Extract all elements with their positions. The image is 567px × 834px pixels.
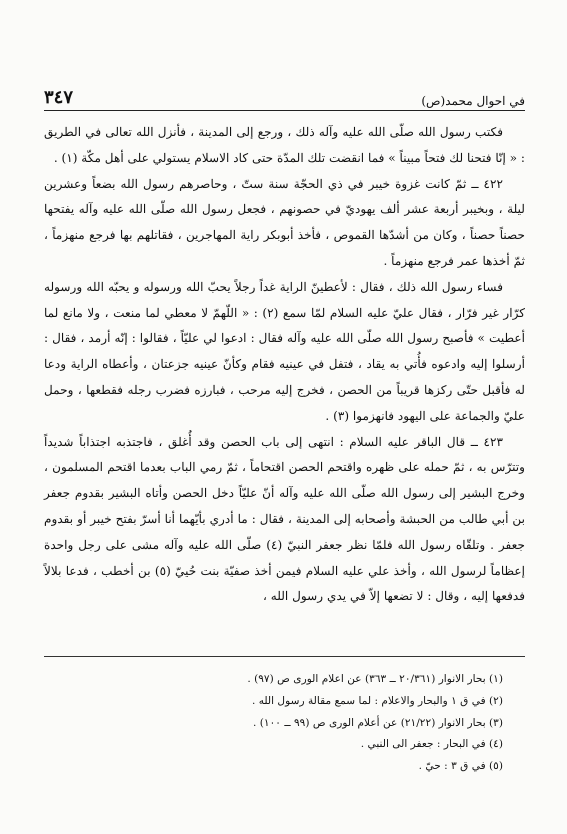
main-text xyxy=(44,120,525,610)
footnote-rule xyxy=(44,656,525,657)
footnote: (٥) في ق ٣ : حيّ . xyxy=(418,760,503,773)
paragraph: ٤٢٣ ــ قال الباقر عليه السلام : انتهى إلى باب الحصن وقد أُغلق ، فاجتذبه اجتذاباً شديداً وتترّس به ، ثمّ حمله على ظهره واقتحم الحصن اقتحاماً ، ثمّ رمي الباب بعدما اقتحم المسلمون ، وخرج البشير إلى رسول الله صلّى الله عليه وآله أنّ عليّاً دخل الحصن وأتاه البشير بقدوم جعفر بن أبي طالب من الحبشة وأصحابه إلى المدينة ، فقال : ما أدري بأيّهما أنا أسرّ بفتح خيبر أو بقدوم جعفر . وتلقّاه رسول الله فلمّا نظر جعفر النبيّ (٤) صلّى الله عليه وآله مشى على رجل واحدة إعظاماً لرسول الله ، وأخذ علي عليه السلام فيمن أخذ صفيّة بنت حُييّ (٥) بن أخطب ، فدعا بلالاً فدفعها إليه ، وقال : لا تضعها إلاّ في يدي رسول الله ، xyxy=(44,434,525,604)
footnotes xyxy=(44,669,525,778)
footnote: (٢) في ق ١ والبحار والاعلام : لما سمع مقالة رسول الله . xyxy=(251,694,503,707)
paragraph: فكتب رسول الله صلّى الله عليه وآله ذلك ، ورجع إلى المدينة ، فأنزل الله تعالى في الطريق : « إنّا فتحنا لك فتحاً مبيناً » فما انقضت تلك المدّة حتى كاد الاسلام يستولي على أهل مكّة (١) . xyxy=(44,125,525,165)
page-number: ٣٤٧ xyxy=(44,87,74,108)
page-header xyxy=(44,84,525,108)
paragraph: ٤٢٢ ــ ثمّ كانت غزوة خيبر في ذي الحجّة سنة ستّ ، وحاصرهم رسول الله بضعاً وعشرين ليلة ، وبخيبر أربعة عشر ألف يهوديّ في حصونهم ، فجعل رسول الله صلّى الله عليه وآله يفتحها حصناً حصناً ، وكان من أشدّها القموص ، فأخذ أبوبكر راية المهاجرين ، فقاتلهم بها فرجع منهزماً ، ثمّ أخذها عمر فرجع منهزماً . xyxy=(44,176,525,268)
running-title: في احوال محمد(ص) xyxy=(421,94,525,108)
footnote: (٤) في البحار : جعفر الى النبي . xyxy=(360,738,503,751)
footnote: (٣) بحار الانوار (٢١/٢٢) عن أعلام الورى ص (٩٩ ــ ١٠٠) . xyxy=(253,716,503,729)
footnote: (١) بحار الانوار (٢٠/٣٦١ ــ ٣٦٣) عن اعلام الورى ص (٩٧) . xyxy=(247,673,503,685)
paragraph: فساء رسول الله ذلك ، فقال : لأعطينّ الراية غداً رجلاً يحبّ الله ورسوله و يحبّه الله ورسوله كرّار غير فرّار ، فقال عليّ عليه السلام لمّا سمع (٢) : « اللّهمّ لا معطي لما منعت ، ولا مانع لما أعطيت » فأصبح رسول الله صلّى الله عليه وآله فقال : ادعوا لي عليّاً ، فقالوا : إنّه أرمد ، فقال : أرسلوا إليه وادعوه فأُتي به يقاد ، فتفل في عينيه فقام وكأنّ عينيه جزعتان ، وأعطاه الراية ودعا له فأقبل حتّى ركزها قريباً من الحصن ، فخرج إليه مرحب ، فبارزه فضرب رجله فقطعها ، وحمل عليّ والجماعة على اليهود فانهزموا (٣) . xyxy=(44,279,526,423)
header-rule xyxy=(44,110,525,111)
